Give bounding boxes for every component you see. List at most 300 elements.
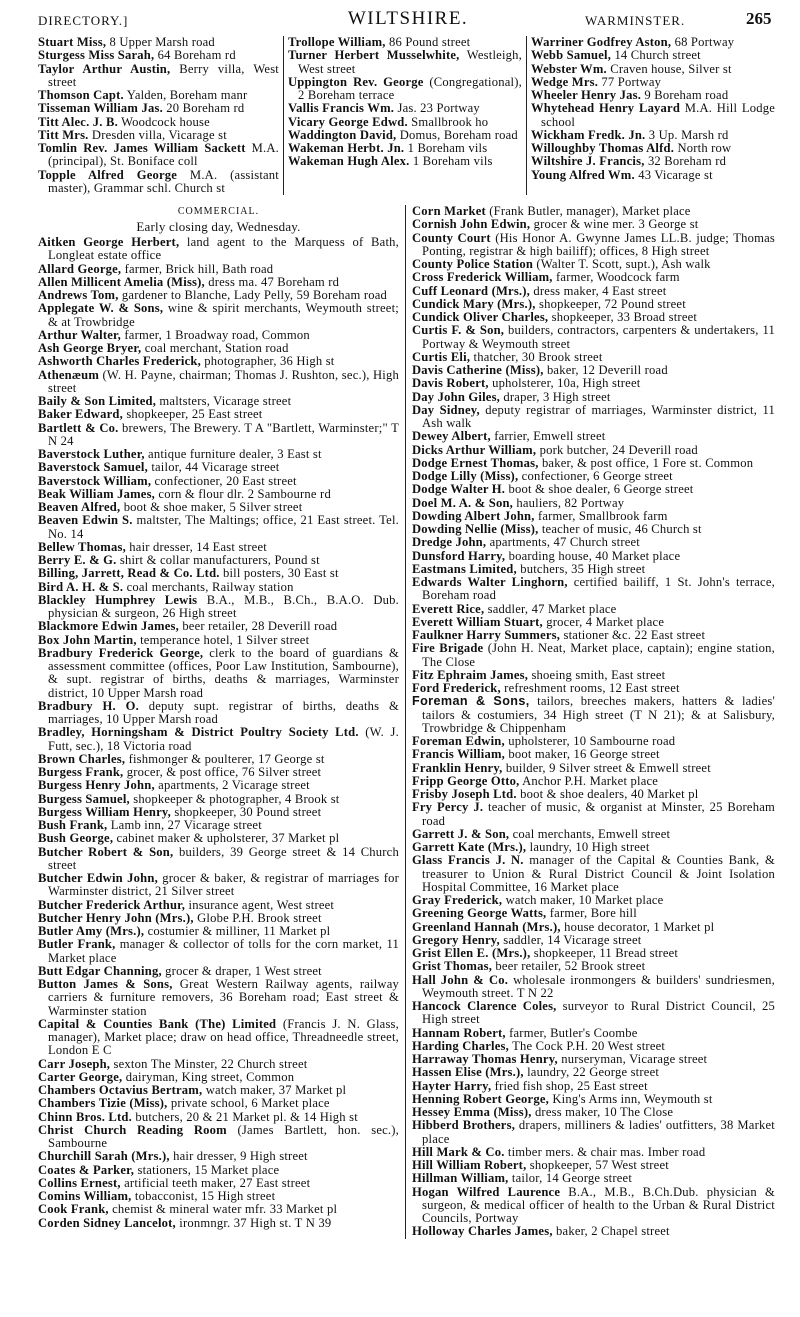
entry-details: wholesale ironmongers & builders' sundriesmen, Weymouth street. T N 22 <box>422 972 775 1000</box>
directory-entry <box>38 1190 399 1203</box>
entry-name: Ford Frederick, <box>412 681 501 695</box>
commercial-column-right <box>406 205 775 1239</box>
commercial-section <box>38 205 775 1239</box>
entry-name: Turner Herbert Musselwhite, <box>288 48 460 63</box>
entry-name: Hayter Harry, <box>412 1078 492 1093</box>
entry-name: Bush George, <box>38 831 114 846</box>
entry-name: Hibberd Brothers, <box>412 1118 516 1133</box>
entry-name: Bush Frank, <box>38 818 108 832</box>
directory-entry <box>412 563 775 576</box>
entry-name: Foreman & Sons, <box>412 694 530 709</box>
entry-name: Whytehead Henry Layard <box>531 101 681 116</box>
entry-name: Greenland Hannah (Mrs.), <box>412 919 561 934</box>
entry-details: Lamb inn, 27 Vicarage street <box>110 818 262 832</box>
entry-details: hair dresser, 14 East street <box>129 539 267 554</box>
entry-name: Francis William, <box>412 747 505 762</box>
entry-details: baker, & post office, 1 Fore st. Common <box>541 455 754 470</box>
directory-entry <box>38 475 399 488</box>
entry-details: wine & spirit merchants, Weymouth street; & at Trowbridge <box>48 301 399 329</box>
directory-entry <box>412 1172 775 1185</box>
entry-details: shopkeeper, 72 Pound street <box>539 296 686 311</box>
directory-entry <box>38 169 279 196</box>
private-residents-column-2 <box>284 36 527 195</box>
directory-entry <box>38 819 399 832</box>
entry-details: confectioner, 20 East street <box>154 473 297 488</box>
entry-name: Grist Thomas, <box>412 959 493 974</box>
directory-entry <box>412 762 775 775</box>
directory-entry <box>531 63 775 76</box>
private-residents-section <box>38 36 775 195</box>
entry-details: shopkeeper, 11 Bread street <box>533 946 679 960</box>
entry-name: Allard George, <box>38 261 122 276</box>
entry-name: Tomlin Rev. James William Sackett <box>38 141 246 155</box>
entry-name: Gregory Henry, <box>412 932 500 947</box>
entry-name: Cross Frederick William, <box>412 270 553 285</box>
entry-details: baker, 2 Chapel street <box>556 1224 670 1239</box>
directory-entry <box>38 514 399 541</box>
entry-details: watch maker, 10 Market place <box>505 893 664 907</box>
entry-details: 3 Up. Marsh rd <box>648 127 729 142</box>
entry-name: Beaven Alfred, <box>38 500 121 514</box>
directory-entry <box>412 642 775 669</box>
entry-details: (Walter T. Scott, supt.), Ash walk <box>536 257 711 271</box>
directory-entry <box>288 102 522 115</box>
entry-name: Waddington David, <box>288 127 397 142</box>
entry-name: Allen Millicent Amelia (Miss), <box>38 274 205 289</box>
directory-entry <box>531 36 775 49</box>
entry-details: (W. H. Payne, chairman; Thomas J. Rushton, sec.), High street <box>48 367 399 395</box>
entry-details: 64 Boreham rd <box>157 48 236 63</box>
entry-details: builders, contractors, carpenters & undertakers, 11 Portway & Weymouth street <box>422 323 775 351</box>
entry-details: M.A. (assistant master), Grammar schl. Church st <box>48 167 280 195</box>
entry-details: fishmonger & poulterer, 17 George st <box>128 751 325 766</box>
entry-name: Baverstock William, <box>38 473 152 488</box>
entry-name: Butt Edgar Channing, <box>38 963 162 978</box>
entry-name: Gray Frederick, <box>412 893 503 907</box>
entry-name: Harding Charles, <box>412 1038 509 1053</box>
entry-name: Bradley, Horningsham & District Poultry Society Ltd. <box>38 725 359 740</box>
entry-details: Globe P.H. Brook street <box>197 910 322 925</box>
page-number: 265 <box>746 9 772 28</box>
entry-name: Frisby Joseph Ltd. <box>412 787 517 801</box>
entry-name: Bartlett & Co. <box>38 420 119 435</box>
entry-details: surveyor to Rural District Council, 25 High street <box>422 999 775 1027</box>
entry-details: tailors, breeches makers, hatters & ladies' tailors & costumiers, 34 High street (T N 21); & at Salisbury, Trowbridge & Chippenham <box>422 694 775 735</box>
entry-details: grocer & baker, & registrar of marriages for Warminster district, 21 Silver street <box>48 871 400 899</box>
entry-details: builder, 9 Silver street & Emwell street <box>505 760 711 775</box>
entry-name: Glass Francis J. N. <box>412 853 524 868</box>
entry-name: Bradbury Frederick George, <box>38 645 204 660</box>
entry-name: Dowding Nellie (Miss), <box>412 522 539 536</box>
directory-entry <box>531 49 775 62</box>
entry-name: Capital & Counties Bank (The) Limited <box>38 1016 277 1031</box>
entry-name: Bradbury H. O. <box>38 698 139 713</box>
entry-name: Beaven Edwin S. <box>38 513 133 528</box>
entry-name: Butcher Robert & Son, <box>38 844 174 859</box>
commercial-column-left <box>38 205 406 1239</box>
entry-name: Berry E. & G. <box>38 553 117 567</box>
directory-entry <box>412 483 775 496</box>
entry-name: Wiltshire J. Francis, <box>531 154 645 169</box>
directory-entry <box>412 695 775 735</box>
entry-name: Butler Frank, <box>38 937 116 952</box>
directory-entry <box>38 1203 399 1216</box>
entry-name: Uppington Rev. George <box>288 74 424 89</box>
entry-name: Baily & Son Limited, <box>38 394 157 408</box>
entry-details: (John H. Neat, Market place, captain); engine station, The Close <box>422 641 776 669</box>
entry-name: Fire Brigade <box>412 641 484 656</box>
entry-details: Dresden villa, Vicarage st <box>91 127 227 142</box>
county-title: WILTSHIRE. <box>347 8 469 29</box>
entry-name: Fitz Ephraim James, <box>412 667 529 682</box>
entry-name: Thomson Capt. <box>38 88 124 102</box>
directory-entry <box>412 682 775 695</box>
entry-details: dress ma. 47 Boreham rd <box>208 274 340 289</box>
entry-details: manager & collector of tolls for the corn market, 11 Market place <box>48 937 399 965</box>
entry-details: laundry, 22 George street <box>527 1065 660 1080</box>
entry-details: boot & shoe maker, 5 Silver street <box>123 500 303 514</box>
entry-name: County Police Station <box>412 257 534 271</box>
entry-name: Davis Robert, <box>412 376 489 391</box>
entry-details: upholsterer, 10a, High street <box>492 376 641 391</box>
entry-details: deputy registrar of marriages, Warminster district, 11 Ash walk <box>422 402 775 430</box>
directory-entry <box>531 142 775 155</box>
entry-name: Athenæum <box>38 367 100 382</box>
entry-details: shopkeeper & photographer, 4 Brook st <box>133 791 340 806</box>
directory-entry <box>412 960 775 973</box>
entry-details: butchers, 35 High street <box>520 561 646 576</box>
entry-name: Churchill Sarah (Mrs.), <box>38 1149 170 1164</box>
directory-entry <box>38 49 279 62</box>
entry-name: Garrett Kate (Mrs.), <box>412 840 527 854</box>
directory-entry <box>38 594 399 621</box>
directory-entry <box>412 1066 775 1079</box>
entry-name: Wickham Fredk. Jn. <box>531 127 646 142</box>
entry-details: M.A. Hill Lodge school <box>541 101 776 129</box>
entry-details: cabinet maker & upholsterer, 37 Market pl <box>116 831 340 846</box>
entry-details: 43 Vicarage st <box>638 167 713 182</box>
directory-entry <box>38 355 399 368</box>
entry-details: coal merchant, Station road <box>144 341 289 355</box>
directory-entry <box>412 536 775 549</box>
directory-entry <box>288 49 522 76</box>
directory-entry <box>531 102 775 129</box>
entry-details: Great Western Railway agents, railway carriers & furniture removers, 36 Boreham road; East street & Warminster station <box>48 977 399 1018</box>
directory-entry <box>531 169 775 182</box>
entry-details: insurance agent, West street <box>188 897 335 912</box>
entry-name: Everett Rice, <box>412 601 485 616</box>
entry-name: Burgess Frank, <box>38 765 124 779</box>
entry-details: saddler, 47 Market place <box>487 601 617 616</box>
directory-entry <box>38 369 399 396</box>
directory-entry <box>38 263 399 276</box>
directory-entry <box>38 965 399 978</box>
directory-entry <box>412 364 775 377</box>
entry-name: Everett William Stuart, <box>412 614 543 629</box>
entry-details: stationer &c. 22 East street <box>563 628 706 642</box>
entry-details: maltsters, Vicarage street <box>159 394 292 408</box>
directory-entry <box>38 793 399 806</box>
entry-details: photographer, 36 High st <box>204 354 335 369</box>
entry-details: B.A., M.B., B.Ch.Dub. physician & surgeon, & medical officer of health to the Urban & Rural District Councils, Portway <box>422 1184 775 1225</box>
entry-name: Coates & Parker, <box>38 1162 135 1177</box>
entry-name: Webb Samuel, <box>531 48 612 63</box>
entry-name: Fry Percy J. <box>412 800 484 815</box>
entry-details: drapers, milliners & ladies' outfitters, 38 Market place <box>422 1118 775 1146</box>
entry-name: Collins Ernest, <box>38 1175 121 1190</box>
directory-entry <box>38 422 399 449</box>
directory-entry <box>288 142 522 155</box>
entry-details: Anchor P.H. Market place <box>522 773 659 788</box>
directory-entry <box>412 1053 775 1066</box>
entry-name: Hannam Robert, <box>412 1025 506 1040</box>
entry-name: Baverstock Luther, <box>38 447 145 461</box>
entry-name: Dowding Albert John, <box>412 508 535 523</box>
entry-details: manager of the Capital & Counties Bank, & treasurer to Union & Rural District Council & Joint Isolation Hospital Committee, 16 Market place <box>422 853 775 894</box>
entry-details: farrier, Emwell street <box>494 429 606 444</box>
entry-name: Corden Sidney Lancelot, <box>38 1215 176 1230</box>
section-title: COMMERCIAL. <box>177 206 260 217</box>
entry-details: farmer, Woodcock farm <box>556 270 680 285</box>
entry-name: Chinn Bros. Ltd. <box>38 1109 132 1124</box>
directory-entry <box>38 501 399 514</box>
entry-name: Edwards Walter Linghorn, <box>412 575 568 589</box>
entry-details: farmer, Bore hill <box>549 906 637 921</box>
entry-name: Butcher Henry John (Mrs.), <box>38 910 194 925</box>
entry-name: Dicks Arthur William, <box>412 442 537 457</box>
directory-entry <box>288 155 522 168</box>
directory-entry <box>412 1080 775 1093</box>
entry-details: boot maker, 16 George street <box>508 747 660 762</box>
entry-name: Hassen Elise (Mrs.), <box>412 1065 524 1080</box>
entry-details: costumier & milliner, 11 Market pl <box>147 924 331 938</box>
entry-details: teacher of music, 46 Church st <box>541 522 702 536</box>
entry-name: Butcher Edwin John, <box>38 871 158 885</box>
entry-details: saddler, 14 Vicarage street <box>503 932 642 947</box>
entry-name: Carter George, <box>38 1069 123 1084</box>
directory-entry <box>38 461 399 474</box>
entry-details: gardener to Blanche, Lady Pelly, 59 Boreham road <box>121 288 388 302</box>
entry-details: 1 Boreham vils <box>412 154 493 169</box>
entry-details: apartments, 2 Vicarage street <box>158 778 310 793</box>
entry-details: land agent to the Marquess of Bath, Longleat estate office <box>48 235 399 263</box>
directory-entry <box>412 430 775 443</box>
entry-name: Bellew Thomas, <box>38 539 126 554</box>
directory-entry <box>412 497 775 510</box>
directory-entry <box>412 457 775 470</box>
entry-name: Dodge Walter H. <box>412 482 506 497</box>
entry-details: Domus, Boreham road <box>399 127 518 142</box>
directory-entry <box>412 934 775 947</box>
entry-details: 32 Boreham rd <box>647 154 727 169</box>
entry-name: Comins William, <box>38 1189 132 1203</box>
directory-entry <box>412 907 775 920</box>
directory-entry <box>38 1018 399 1058</box>
entry-name: Foreman Edwin, <box>412 734 505 748</box>
entry-details: grocer, 4 Market place <box>546 614 665 629</box>
entry-name: Corn Market <box>412 204 486 218</box>
entry-name: Bird A. H. & S. <box>38 579 124 594</box>
directory-entry <box>38 129 279 142</box>
directory-entry <box>531 76 775 89</box>
entry-details: (Congregational), 2 Boreham terrace <box>298 74 522 102</box>
directory-entry <box>38 1124 399 1151</box>
directory-entry <box>38 779 399 792</box>
entry-details: butchers, 20 & 21 Market pl. & 14 High st <box>135 1109 358 1124</box>
entry-details: nurseryman, Vicarage street <box>561 1052 708 1066</box>
entry-name: Cundick Mary (Mrs.), <box>412 296 536 311</box>
entry-details: refreshment rooms, 12 East street <box>504 681 680 695</box>
page-header <box>38 8 775 32</box>
entry-name: Dewey Albert, <box>412 429 491 444</box>
entry-details: (Francis J. N. Glass, manager), Market place; draw on head office, Threadneedle street, London E C <box>48 1016 399 1058</box>
directory-entry <box>38 541 399 554</box>
entry-details: (W. J. Futt, sec.), 18 Victoria road <box>48 725 399 753</box>
directory-entry <box>412 1040 775 1053</box>
entry-details: sexton The Minster, 22 Church street <box>113 1056 308 1071</box>
entry-details: tobacconist, 15 High street <box>134 1189 276 1203</box>
entry-details: watch maker, 37 Market pl <box>205 1083 347 1097</box>
entry-details: laundry, 10 High street <box>529 840 650 854</box>
entry-name: Garrett J. & Son, <box>412 826 510 841</box>
directory-entry <box>412 894 775 907</box>
entry-name: Harraway Thomas Henry, <box>412 1052 558 1066</box>
directory-entry <box>38 329 399 342</box>
entry-details: (His Honor A. Gwynne James LL.B. judge; Thomas Ponting, registrar & high bailiff); offices, 8 High street <box>422 230 775 258</box>
entry-name: Wakeman Hugh Alex. <box>288 154 410 169</box>
directory-entry <box>412 391 775 404</box>
entry-details: dress maker, 4 East street <box>533 283 667 298</box>
section-subtitle: Early closing day, Wednesday. <box>136 219 301 234</box>
entry-details: Yalden, Boreham manr <box>126 88 248 102</box>
directory-entry <box>38 634 399 647</box>
directory-entry <box>38 766 399 779</box>
entry-name: Topple Alfred George <box>38 167 178 182</box>
entry-details: draper, 3 High street <box>503 389 611 404</box>
entry-details: 77 Portway <box>601 74 662 89</box>
town-heading: WARMINSTER. <box>585 13 686 28</box>
entry-details: chemist & mineral water mfr. 33 Market pl <box>112 1202 338 1217</box>
directory-entry <box>38 872 399 899</box>
entry-name: Vicary George Edwd. <box>288 114 408 129</box>
entry-name: Dunsford Harry, <box>412 548 506 563</box>
directory-entry <box>38 448 399 461</box>
entry-details: timber mers. & chair mas. Imber road <box>507 1144 706 1159</box>
directory-entry <box>38 938 399 965</box>
directory-entry <box>38 116 279 129</box>
directory-entry <box>412 510 775 523</box>
directory-entry <box>412 298 775 311</box>
directory-entry <box>38 1058 399 1071</box>
directory-entry <box>412 404 775 431</box>
entry-details: tailor, 44 Vicarage street <box>151 460 280 475</box>
entry-details: bill posters, 30 East st <box>222 566 339 581</box>
directory-entry <box>38 581 399 594</box>
entry-name: Blackmore Edwin James, <box>38 619 179 634</box>
entry-name: Curtis F. & Son, <box>412 323 505 338</box>
directory-entry <box>412 444 775 457</box>
entry-details: 14 Church street <box>614 48 701 63</box>
entry-details: shopkeeper, 33 Broad street <box>551 310 698 324</box>
entry-name: Wheeler Henry Jas. <box>531 88 642 102</box>
entry-details: baker, 12 Deverill road <box>546 363 668 377</box>
entry-name: Greening George Watts, <box>412 906 547 921</box>
entry-details: hauliers, 82 Portway <box>516 495 625 510</box>
entry-name: Cook Frank, <box>38 1202 109 1217</box>
entry-details: boot & shoe dealers, 40 Market pl <box>520 787 699 801</box>
directory-entry <box>412 1119 775 1146</box>
entry-name: Grist Ellen E. (Mrs.), <box>412 946 531 960</box>
entry-details: temperance hotel, 1 Silver street <box>140 632 310 647</box>
entry-details: coal merchants, Emwell street <box>512 826 671 841</box>
commercial-list-left <box>38 236 399 1230</box>
entry-details: shopkeeper, 30 Pound street <box>174 804 322 819</box>
directory-entry <box>38 289 399 302</box>
entry-name: Applegate W. & Sons, <box>38 301 164 316</box>
private-residents-column-1 <box>38 36 284 195</box>
directory-entry <box>412 351 775 364</box>
directory-entry <box>38 554 399 567</box>
entry-details: farmer, Smallbrook farm <box>537 508 668 523</box>
entry-name: Chambers Tizie (Miss), <box>38 1096 168 1111</box>
directory-entry <box>412 377 775 390</box>
entry-name: Carr Joseph, <box>38 1056 111 1071</box>
entry-name: Beak William James, <box>38 486 156 501</box>
entry-details: brewers, The Brewery. T A "Bartlett, Warminster;" T N 24 <box>48 420 399 448</box>
entry-details: The Cock P.H. 20 West street <box>512 1038 666 1053</box>
entry-name: Hill Mark & Co. <box>412 1144 505 1159</box>
entry-details: clerk to the board of guardians & assessment committee (offices, Poor Law Institution, Sambourne), & supt. registrar of births, deaths & marriages, Warminster district, 10 Upper Marsh road <box>48 645 399 700</box>
entry-details: North row <box>677 141 732 155</box>
directory-entry <box>38 89 279 102</box>
entry-details: grocer, & post office, 76 Silver street <box>126 765 322 779</box>
entry-details: builders, 39 George street & 14 Church street <box>48 844 399 872</box>
entry-details: Craven house, Silver st <box>610 61 732 76</box>
directory-entry <box>288 129 522 142</box>
entry-details: 1 Boreham vils <box>407 141 488 155</box>
entry-details: 8 Upper Marsh road <box>109 35 215 49</box>
directory-entry <box>412 1027 775 1040</box>
directory-entry <box>412 616 775 629</box>
entry-details: Berry villa, West street <box>48 61 279 89</box>
entry-details: dress maker, 10 The Close <box>534 1105 674 1119</box>
directory-entry <box>412 669 775 682</box>
entry-name: Button James & Sons, <box>38 977 173 991</box>
entry-name: Cornish John Edwin, <box>412 217 531 232</box>
directory-entry <box>38 408 399 421</box>
entry-details: farmer, Brick hill, Bath road <box>124 261 274 276</box>
entry-details: corn & flour dlr. 2 Sambourne rd <box>158 486 331 501</box>
entry-name: Hogan Wilfred Laurence <box>412 1184 561 1199</box>
directory-entry <box>38 1177 399 1190</box>
entry-name: Baverstock Samuel, <box>38 460 148 475</box>
entry-details: (James Bartlett, hon. sec.), Sambourne <box>48 1122 399 1150</box>
entry-details: fried fish shop, 25 East street <box>494 1078 648 1093</box>
directory-entry <box>38 36 279 49</box>
entry-details: antique furniture dealer, 3 East st <box>148 447 322 461</box>
entry-details: confectioner, 6 George street <box>521 469 673 483</box>
entry-details: farmer, Butler's Coombe <box>509 1025 638 1040</box>
entry-name: Young Alfred Wm. <box>531 167 635 182</box>
entry-details: Woodcock house <box>121 114 210 129</box>
entry-details: thatcher, 30 Brook street <box>473 349 603 364</box>
entry-name: Dodge Ernest Thomas, <box>412 455 539 470</box>
entry-name: Eastmans Limited, <box>412 561 517 576</box>
entry-name: Cuff Leonard (Mrs.), <box>412 283 531 298</box>
directory-entry <box>38 846 399 873</box>
entry-details: 68 Portway <box>674 35 735 49</box>
entry-name: Taylor Arthur Austin, <box>38 61 171 76</box>
